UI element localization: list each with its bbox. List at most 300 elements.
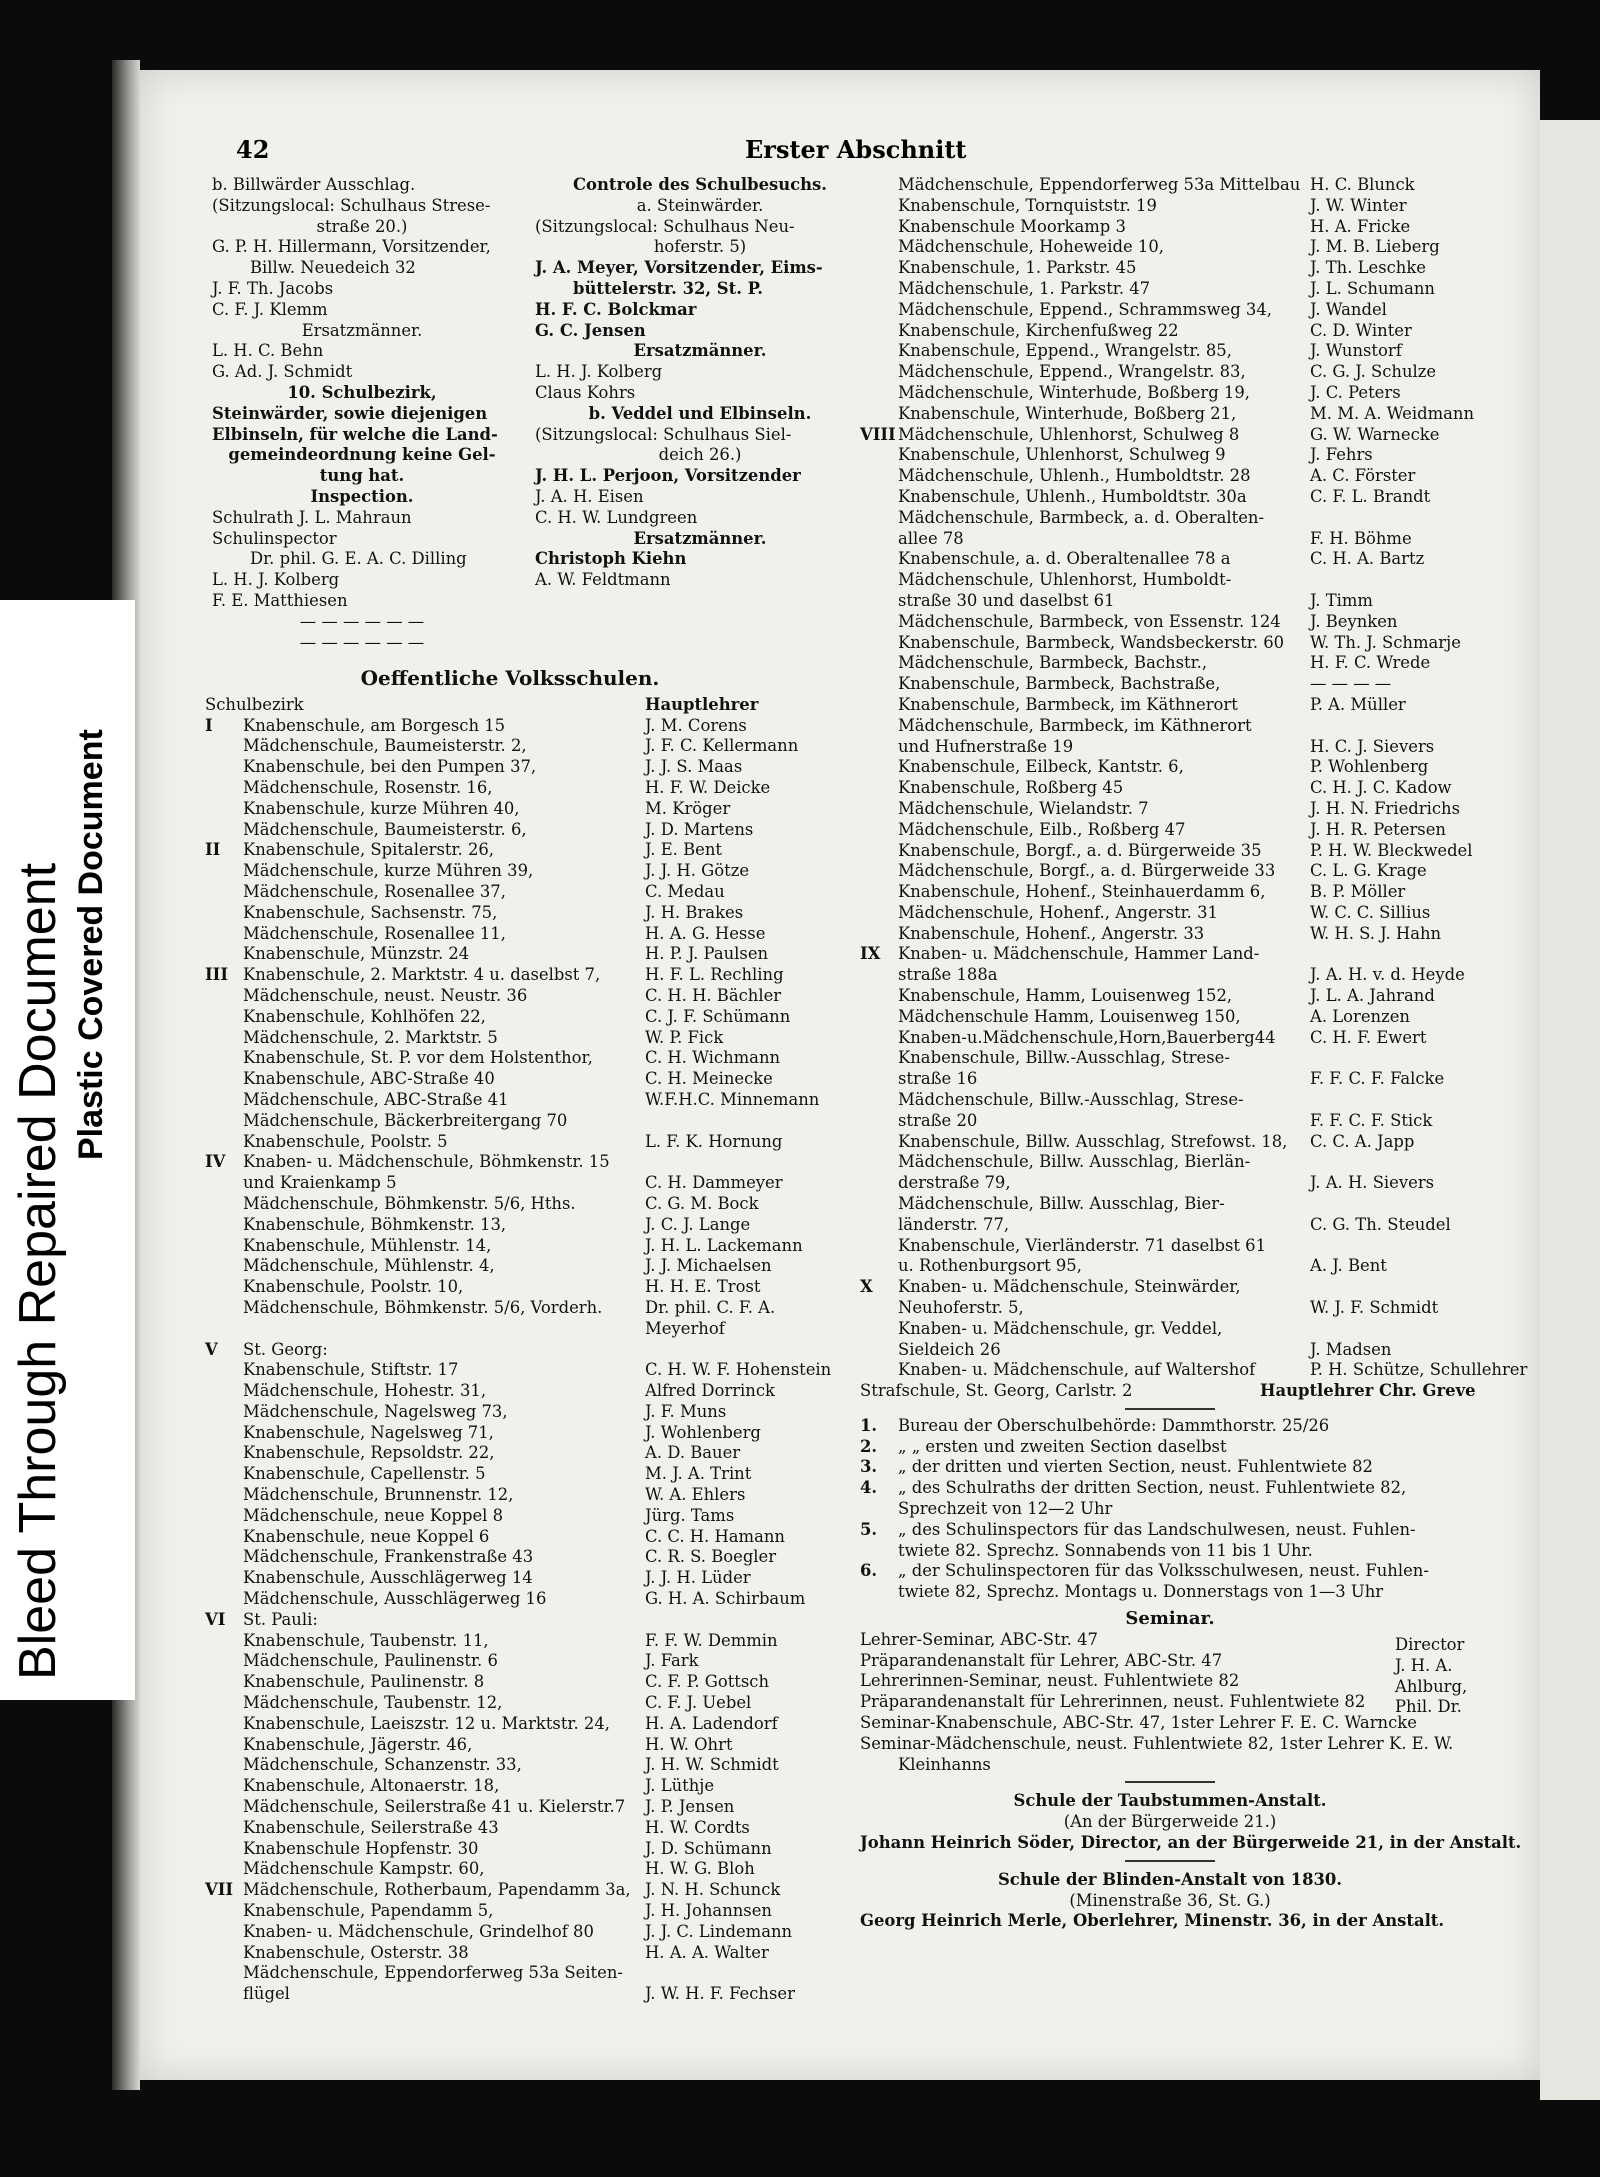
school-row bbox=[205, 1797, 815, 1818]
school-row bbox=[205, 1693, 815, 1714]
head-teacher: H. A. Ladendorf bbox=[645, 1713, 778, 1733]
school-name: Knabenschule, 1. Parkstr. 45 bbox=[898, 258, 1137, 278]
district-number bbox=[205, 1402, 243, 1423]
head-teacher: H. A. Fricke bbox=[1310, 216, 1411, 236]
district-number bbox=[860, 716, 898, 737]
district-number bbox=[205, 1527, 243, 1548]
school-row bbox=[205, 1527, 815, 1548]
district-number bbox=[205, 1859, 243, 1880]
school-row bbox=[205, 840, 815, 861]
school-name: Knabenschule, Hohenf., Angerstr. 33 bbox=[898, 923, 1205, 943]
school-name: Mädchenschule, Rosenstr. 16, bbox=[243, 777, 493, 797]
district-number: VI bbox=[205, 1609, 226, 1629]
head-teacher: J. H. L. Lackemann bbox=[645, 1235, 803, 1255]
school-name: Knabenschule, Mühlenstr. 14, bbox=[243, 1235, 492, 1255]
school-name: Mädchenschule, Nagelsweg 73, bbox=[243, 1401, 508, 1421]
head-teacher: H. A. A. Walter bbox=[645, 1942, 769, 1962]
district-number bbox=[205, 1901, 243, 1922]
school-row bbox=[205, 1402, 815, 1423]
head-teacher bbox=[1310, 508, 1480, 529]
school-row bbox=[205, 1298, 815, 1319]
head-teacher: W.F.H.C. Minnemann bbox=[645, 1089, 820, 1109]
text-line: Schulinspector bbox=[212, 528, 337, 548]
school-row bbox=[860, 1152, 1480, 1173]
district-number: 6. bbox=[860, 1561, 878, 1581]
school-row bbox=[860, 633, 1480, 654]
head-teacher: C. D. Winter bbox=[1310, 320, 1412, 340]
left-top-block bbox=[212, 175, 512, 653]
bureau-row bbox=[860, 1541, 1480, 1562]
district-number bbox=[860, 841, 898, 862]
school-name: Knabenschule, Papendamm 5, bbox=[243, 1901, 494, 1921]
district-number bbox=[860, 570, 898, 591]
text-line: Inspection. bbox=[310, 486, 414, 506]
seminar-line: Kleinhanns bbox=[898, 1754, 991, 1774]
bureau-row bbox=[860, 1437, 1480, 1458]
school-name: Knabenschule, neue Koppel 6 bbox=[243, 1526, 490, 1546]
school-name: Knaben- u. Mädchenschule, Steinwärder, bbox=[898, 1277, 1241, 1297]
head-teacher: B. P. Möller bbox=[1310, 882, 1406, 902]
district-number bbox=[860, 529, 898, 550]
district-number bbox=[205, 820, 243, 841]
district-number bbox=[205, 1132, 243, 1153]
district-number bbox=[205, 861, 243, 882]
school-name: Mädchenschule, Seilerstraße 41 u. Kielerstr.7 bbox=[243, 1797, 626, 1817]
district-number bbox=[860, 508, 898, 529]
school-row bbox=[205, 1963, 815, 1984]
head-teacher: J. D. Martens bbox=[645, 819, 754, 839]
bleed-through-label: Bleed Through Repaired Document bbox=[9, 862, 67, 1680]
head-teacher: C. C. A. Japp bbox=[1310, 1131, 1415, 1151]
school-name: Knabenschule, Hamm, Louisenweg 152, bbox=[898, 986, 1233, 1006]
school-row bbox=[860, 1236, 1480, 1257]
head-teacher bbox=[1310, 1236, 1480, 1257]
facing-page-edge bbox=[1540, 120, 1600, 2100]
district-number bbox=[860, 217, 898, 238]
bureau-list bbox=[860, 1416, 1480, 1603]
col-header-schulbezirk: Schulbezirk bbox=[205, 694, 304, 714]
district-number bbox=[205, 1651, 243, 1672]
school-row bbox=[860, 695, 1480, 716]
school-name: Knabenschule, Vierländerstr. 71 daselbst 61 bbox=[898, 1235, 1267, 1255]
text-line: Steinwärder, sowie diejenigen bbox=[212, 403, 488, 423]
head-teacher: M. Kröger bbox=[645, 798, 731, 818]
right-rows bbox=[860, 175, 1528, 1381]
text-line: L. H. J. Kolberg bbox=[212, 570, 340, 590]
school-row bbox=[205, 1236, 815, 1257]
text-line: b. Veddel und Elbinseln. bbox=[588, 403, 812, 423]
district-number: IV bbox=[205, 1152, 226, 1172]
school-row bbox=[205, 1007, 815, 1028]
district-number: V bbox=[205, 1339, 218, 1359]
text-line: F. E. Matthiesen bbox=[212, 590, 348, 610]
text-line: H. F. C. Bolckmar bbox=[535, 299, 697, 319]
school-name: Mädchenschule Hamm, Louisenweg 150, bbox=[898, 1006, 1241, 1026]
director-line: Ahlburg, bbox=[1395, 1676, 1468, 1696]
seminar-title: Seminar. bbox=[1125, 1607, 1215, 1629]
school-row bbox=[205, 1152, 815, 1173]
district-number bbox=[205, 1776, 243, 1797]
text-line: C. H. W. Lundgreen bbox=[535, 507, 698, 527]
volksschulen-rows bbox=[205, 715, 832, 2005]
district-number bbox=[860, 1499, 898, 1520]
head-teacher: A. C. Förster bbox=[1310, 466, 1416, 486]
school-row bbox=[205, 1464, 815, 1485]
district-number: I bbox=[205, 715, 213, 735]
head-teacher: F. F. C. F. Falcke bbox=[1310, 1069, 1445, 1089]
school-name: Knabenschule, Barmbeck, Wandsbeckerstr. 60 bbox=[898, 632, 1285, 652]
school-row bbox=[205, 1443, 815, 1464]
school-name: flügel bbox=[243, 1984, 290, 2004]
school-row bbox=[860, 383, 1480, 404]
district-number: 4. bbox=[860, 1478, 878, 1498]
school-row bbox=[860, 841, 1480, 862]
school-name: u. Rothenburgsort 95, bbox=[898, 1256, 1082, 1276]
school-name: St. Pauli: bbox=[243, 1609, 318, 1629]
school-name: Mädchenschule, Wielandstr. 7 bbox=[898, 798, 1149, 818]
head-teacher: J. J. Michaelsen bbox=[645, 1256, 772, 1276]
school-name: Knabenschule, Sachsenstr. 75, bbox=[243, 902, 498, 922]
head-teacher: H. A. G. Hesse bbox=[645, 923, 766, 943]
right-column bbox=[860, 175, 1528, 1381]
head-teacher: J. Timm bbox=[1310, 590, 1373, 610]
school-row bbox=[205, 986, 815, 1007]
text-line: G. Ad. J. Schmidt bbox=[212, 362, 353, 382]
head-teacher: H. H. E. Trost bbox=[645, 1277, 761, 1297]
school-name: Knabenschule, Nagelsweg 71, bbox=[243, 1422, 494, 1442]
text-line: Billw. Neuedeich 32 bbox=[250, 258, 416, 278]
district-number bbox=[860, 362, 898, 383]
school-name: straße 16 bbox=[898, 1069, 978, 1089]
col-header-hauptlehrer: Hauptlehrer bbox=[645, 694, 759, 714]
district-number bbox=[205, 1048, 243, 1069]
school-name: Knabenschule, Paulinenstr. 8 bbox=[243, 1672, 485, 1692]
divider bbox=[1125, 1408, 1215, 1410]
school-name: Knaben- u. Mädchenschule, auf Waltershof bbox=[898, 1360, 1256, 1380]
school-row bbox=[860, 986, 1480, 1007]
district-number bbox=[205, 1755, 243, 1776]
head-teacher: J. H. W. Schmidt bbox=[645, 1755, 779, 1775]
district-number bbox=[205, 1215, 243, 1236]
head-teacher: J. Wunstorf bbox=[1310, 341, 1402, 361]
district-number bbox=[205, 1423, 243, 1444]
head-teacher bbox=[1310, 944, 1480, 965]
district-number bbox=[860, 1111, 898, 1132]
school-row bbox=[860, 362, 1480, 383]
district-number bbox=[860, 1256, 898, 1277]
head-teacher: — — — — bbox=[1310, 674, 1392, 694]
school-name: Knabenschule, Barmbeck, im Käthnerort bbox=[898, 694, 1238, 714]
head-teacher: M. J. A. Trint bbox=[645, 1464, 752, 1484]
school-name: Mädchenschule, Eilb., Roßberg 47 bbox=[898, 819, 1186, 839]
head-teacher: Alfred Dorrinck bbox=[645, 1381, 775, 1401]
seminar-line: Präparandenanstalt für Lehrerinnen, neust. Fuhlentwiete 82 bbox=[860, 1692, 1366, 1712]
district-number bbox=[205, 1485, 243, 1506]
head-teacher: J. J. H. Götze bbox=[645, 861, 750, 881]
school-row bbox=[860, 1319, 1480, 1340]
school-row bbox=[860, 487, 1480, 508]
seminar-line: Seminar-Knabenschule, ABC-Str. 47, 1ster Lehrer F. E. C. Warncke bbox=[860, 1712, 1417, 1732]
district-number bbox=[860, 279, 898, 300]
district-number bbox=[860, 1319, 898, 1340]
district-number bbox=[860, 549, 898, 570]
director-line: Director bbox=[1395, 1635, 1465, 1654]
district-number bbox=[205, 1506, 243, 1527]
head-teacher: J. Wandel bbox=[1310, 299, 1387, 319]
head-teacher: H. F. C. Wrede bbox=[1310, 653, 1431, 673]
district-number: X bbox=[860, 1277, 873, 1297]
director-line: Phil. Dr. bbox=[1395, 1697, 1462, 1717]
head-teacher: H. C. Blunck bbox=[1310, 175, 1415, 194]
head-teacher: A. Lorenzen bbox=[1310, 1006, 1410, 1026]
school-name bbox=[243, 1319, 645, 1340]
district-number bbox=[860, 674, 898, 695]
head-teacher: C. H. Wichmann bbox=[645, 1048, 781, 1068]
head-teacher: C. L. G. Krage bbox=[1310, 861, 1427, 881]
text-line: Ersatzmänner. bbox=[633, 528, 767, 548]
district-number bbox=[860, 633, 898, 654]
school-row bbox=[860, 1215, 1480, 1236]
school-row bbox=[205, 1859, 815, 1880]
school-name: Knabenschule, Roßberg 45 bbox=[898, 778, 1124, 798]
text-line: straße 20.) bbox=[316, 216, 408, 236]
district-number bbox=[860, 321, 898, 342]
school-row bbox=[205, 736, 815, 757]
head-teacher: J. Madsen bbox=[1310, 1339, 1392, 1359]
district-number bbox=[860, 175, 898, 196]
head-teacher: W. Th. J. Schmarje bbox=[1310, 632, 1461, 652]
school-name: Mädchenschule, ABC-Straße 41 bbox=[243, 1089, 509, 1109]
school-row bbox=[860, 1007, 1480, 1028]
lower-right-block bbox=[860, 1373, 1522, 1932]
head-teacher bbox=[645, 1963, 815, 1984]
text-line: L. H. C. Behn bbox=[212, 341, 324, 361]
school-name: Mädchenschule, Eppend., Schrammsweg 34, bbox=[898, 299, 1272, 319]
head-teacher bbox=[645, 1152, 815, 1173]
school-name: Mädchenschule, Uhlenhorst, Schulweg 8 bbox=[898, 424, 1240, 444]
head-teacher: C. H. J. C. Kadow bbox=[1310, 778, 1452, 798]
school-row bbox=[860, 1340, 1480, 1361]
middle-top-block bbox=[535, 175, 865, 591]
district-number bbox=[205, 882, 243, 903]
school-name: Knabenschule Hopfenstr. 30 bbox=[243, 1838, 479, 1858]
text-line: hoferstr. 5) bbox=[653, 237, 747, 257]
district-number bbox=[205, 1007, 243, 1028]
school-row bbox=[205, 799, 815, 820]
blinden-title: Schule der Blinden-Anstalt von 1830. bbox=[997, 1869, 1343, 1889]
district-number bbox=[860, 1236, 898, 1257]
head-teacher: J. F. Muns bbox=[645, 1401, 727, 1421]
head-teacher: J. L. A. Jahrand bbox=[1310, 986, 1435, 1006]
text-line: tung hat. bbox=[319, 466, 405, 486]
school-row bbox=[205, 1256, 815, 1277]
school-name: Bureau der Oberschulbehörde: Dammthorstr. 25/26 bbox=[898, 1415, 1330, 1435]
school-row bbox=[860, 591, 1480, 612]
head-teacher: H. F. L. Rechling bbox=[645, 965, 784, 985]
school-row bbox=[205, 965, 815, 986]
school-name: Mädchenschule, Billw. Ausschlag, Bier- bbox=[898, 1194, 1225, 1214]
seminar-line: Lehrerinnen-Seminar, neust. Fuhlentwiete 82 bbox=[860, 1671, 1240, 1691]
bureau-row bbox=[860, 1520, 1480, 1541]
district-number bbox=[860, 737, 898, 758]
school-row bbox=[205, 1714, 815, 1735]
school-name: länderstr. 77, bbox=[898, 1214, 1010, 1234]
district-number bbox=[860, 445, 898, 466]
school-row bbox=[860, 882, 1480, 903]
school-name: Mädchenschule, Baumeisterstr. 2, bbox=[243, 736, 527, 756]
district-number bbox=[205, 1735, 243, 1756]
school-row bbox=[860, 175, 1480, 196]
district-number bbox=[860, 1152, 898, 1173]
head-teacher: C. Medau bbox=[645, 881, 725, 901]
school-name: Mädchenschule, Paulinenstr. 6 bbox=[243, 1651, 498, 1671]
district-number bbox=[205, 1693, 243, 1714]
head-teacher: A. D. Bauer bbox=[645, 1443, 741, 1463]
school-row bbox=[860, 653, 1480, 674]
school-row bbox=[205, 1818, 815, 1839]
text-line: (Sitzungslocal: Schulhaus Siel- bbox=[535, 424, 792, 444]
text-line: J. F. Th. Jacobs bbox=[212, 278, 334, 298]
page-number: 42 bbox=[236, 135, 270, 164]
district-number bbox=[860, 757, 898, 778]
district-number bbox=[205, 1547, 243, 1568]
text-line: — — — — — — bbox=[299, 632, 425, 652]
school-row bbox=[205, 944, 815, 965]
school-row bbox=[205, 1880, 815, 1901]
text-line: büttelerstr. 32, St. P. bbox=[573, 278, 763, 298]
head-teacher: C. H. F. Ewert bbox=[1310, 1027, 1427, 1047]
school-name: Neuhoferstr. 5, bbox=[898, 1298, 1024, 1318]
head-teacher: J. Wohlenberg bbox=[645, 1422, 761, 1442]
taubstummen-sub: (An der Bürgerweide 21.) bbox=[1063, 1812, 1277, 1832]
head-teacher: J. F. C. Kellermann bbox=[645, 736, 799, 756]
head-teacher: W. P. Fick bbox=[645, 1027, 724, 1047]
school-row bbox=[860, 1277, 1480, 1298]
district-number bbox=[860, 861, 898, 882]
school-row bbox=[860, 757, 1480, 778]
district-number: VIII bbox=[860, 424, 896, 444]
school-name: Sprechzeit von 12—2 Uhr bbox=[898, 1498, 1113, 1518]
head-teacher: P. Wohlenberg bbox=[1310, 757, 1429, 777]
school-row bbox=[860, 404, 1480, 425]
head-teacher: A. J. Bent bbox=[1310, 1256, 1387, 1276]
school-row bbox=[860, 965, 1480, 986]
district-number bbox=[205, 924, 243, 945]
district-number bbox=[205, 1360, 243, 1381]
head-teacher: W. A. Ehlers bbox=[645, 1485, 746, 1505]
school-row bbox=[205, 716, 815, 737]
school-row bbox=[860, 300, 1480, 321]
district-number bbox=[860, 1069, 898, 1090]
school-row bbox=[205, 1589, 815, 1610]
head-teacher: Jürg. Tams bbox=[645, 1505, 735, 1525]
school-name: Mädchenschule, Eppend., Wrangelstr. 83, bbox=[898, 362, 1246, 382]
school-row bbox=[860, 1173, 1480, 1194]
district-number: VII bbox=[205, 1880, 234, 1900]
head-teacher: J. H. Brakes bbox=[645, 902, 744, 922]
district-number bbox=[860, 799, 898, 820]
school-row bbox=[205, 1485, 815, 1506]
head-teacher bbox=[1310, 1319, 1480, 1340]
district-number bbox=[860, 1090, 898, 1111]
district-number bbox=[860, 820, 898, 841]
head-teacher: C. H. W. F. Hohenstein bbox=[645, 1360, 832, 1380]
head-teacher: J. J. H. Lüder bbox=[645, 1568, 751, 1588]
school-name: Knabenschule, Spitalerstr. 26, bbox=[243, 840, 495, 860]
head-teacher: C. G. J. Schulze bbox=[1310, 362, 1437, 382]
district-number bbox=[860, 965, 898, 986]
head-teacher: H. W. G. Bloh bbox=[645, 1859, 755, 1879]
school-row bbox=[205, 1776, 815, 1797]
school-row bbox=[860, 674, 1480, 695]
school-name: Knabenschule, Jägerstr. 46, bbox=[243, 1734, 473, 1754]
school-name: Knabenschule, Eppend., Wrangelstr. 85, bbox=[898, 341, 1232, 361]
text-line: Schulrath J. L. Mahraun bbox=[212, 507, 412, 527]
district-number bbox=[205, 1256, 243, 1277]
head-teacher: J. Th. Leschke bbox=[1310, 258, 1426, 278]
district-number: 3. bbox=[860, 1457, 878, 1477]
school-name: straße 20 bbox=[898, 1110, 978, 1130]
school-name: Knabenschule, Tornquiststr. 19 bbox=[898, 195, 1157, 215]
school-name: Mädchenschule, Böhmkenstr. 5/6, Hths. bbox=[243, 1193, 576, 1213]
school-name: Knabenschule, Poolstr. 10, bbox=[243, 1277, 464, 1297]
head-teacher bbox=[1310, 1277, 1480, 1298]
plastic-covered-label: Plastic Covered Document bbox=[72, 729, 110, 1160]
head-teacher: C. F. L. Brandt bbox=[1310, 486, 1431, 506]
school-name: Mädchenschule, Billw.-Ausschlag, Strese- bbox=[898, 1090, 1244, 1110]
school-row bbox=[205, 1277, 815, 1298]
text-line: 10. Schulbezirk, bbox=[287, 382, 437, 402]
school-name: Mädchenschule, neue Koppel 8 bbox=[243, 1505, 504, 1525]
head-teacher: C. H. Meinecke bbox=[645, 1069, 773, 1089]
school-row bbox=[205, 1340, 815, 1361]
head-teacher: H. F. W. Deicke bbox=[645, 777, 771, 797]
school-row bbox=[860, 549, 1480, 570]
school-name: Mädchenschule, kurze Mühren 39, bbox=[243, 861, 534, 881]
school-name: „ des Schulraths der dritten Section, neust. Fuhlentwiete 82, bbox=[898, 1478, 1407, 1498]
head-teacher: J. A. H. v. d. Heyde bbox=[1310, 965, 1465, 985]
district-number bbox=[205, 778, 243, 799]
district-number bbox=[860, 1007, 898, 1028]
district-number bbox=[860, 1340, 898, 1361]
head-teacher: J. N. H. Schunck bbox=[645, 1880, 781, 1900]
head-teacher: G. W. Warnecke bbox=[1310, 424, 1440, 444]
school-name: derstraße 79, bbox=[898, 1173, 1011, 1193]
school-row bbox=[205, 1423, 815, 1444]
school-name: Knabenschule, Capellenstr. 5 bbox=[243, 1464, 486, 1484]
seminar-director bbox=[1395, 1635, 1480, 1718]
district-number bbox=[205, 1443, 243, 1464]
head-teacher: M. M. A. Weidmann bbox=[1310, 403, 1475, 423]
head-teacher: J. C. Peters bbox=[1310, 382, 1401, 402]
head-teacher: J. Beynken bbox=[1310, 611, 1398, 631]
school-name: Knabenschule, Eilbeck, Kantstr. 6, bbox=[898, 757, 1184, 777]
text-line: J. A. H. Eisen bbox=[535, 486, 644, 506]
district-number bbox=[860, 1173, 898, 1194]
head-teacher: Meyerhof bbox=[645, 1318, 725, 1338]
district-number bbox=[205, 1714, 243, 1735]
taubstummen-line: Johann Heinrich Söder, Director, an der Bürgerweide 21, in der Anstalt. bbox=[860, 1832, 1522, 1852]
text-line: a. Steinwärder. bbox=[636, 195, 764, 215]
district-number: IX bbox=[860, 944, 881, 964]
school-name: straße 188a bbox=[898, 965, 998, 985]
school-name: Knabenschule, Taubenstr. 11, bbox=[243, 1630, 489, 1650]
district-number bbox=[860, 487, 898, 508]
school-name: Mädchenschule, Taubenstr. 12, bbox=[243, 1693, 503, 1713]
head-teacher: L. F. K. Hornung bbox=[645, 1131, 783, 1151]
school-name: Knabenschule, Böhmkenstr. 13, bbox=[243, 1214, 507, 1234]
district-number bbox=[205, 1194, 243, 1215]
